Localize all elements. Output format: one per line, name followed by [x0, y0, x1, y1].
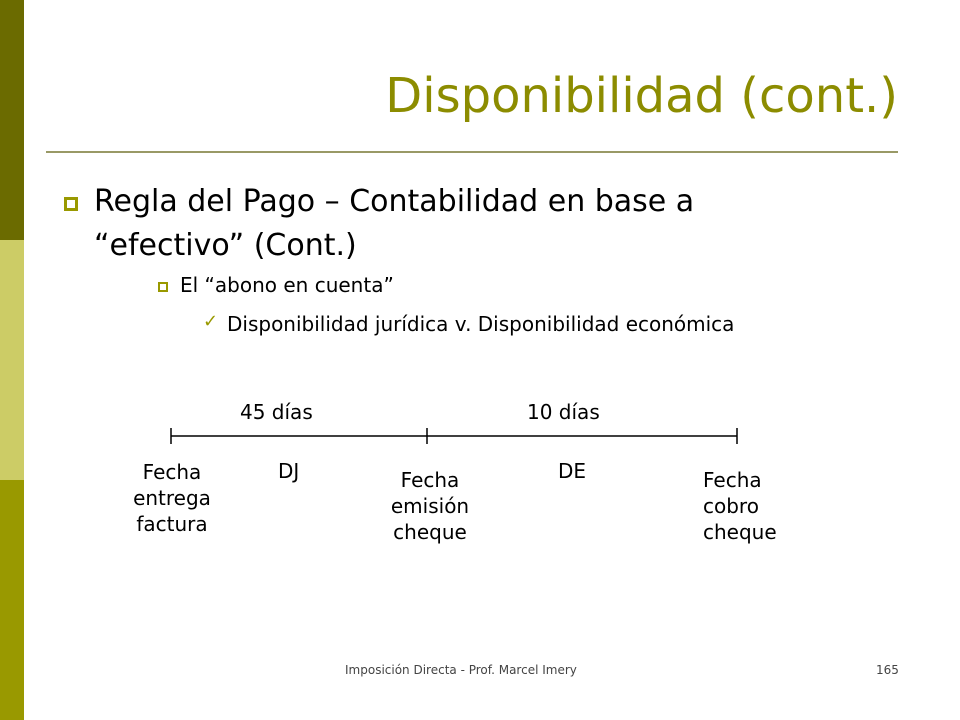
- timeline-point-1-line: Fecha: [142, 460, 202, 484]
- timeline-point-3-line: cobro: [703, 494, 759, 518]
- checkmark-icon: ✓: [203, 311, 219, 332]
- bullet-level1-line1: Regla del Pago – Contabilidad en base a: [94, 184, 695, 219]
- timeline-span-1: 45 días: [240, 400, 313, 424]
- timeline-gap-2: DE: [558, 459, 587, 483]
- timeline-point-1: [124, 459, 220, 537]
- timeline-point-1-line: factura: [136, 512, 208, 536]
- timeline-span-2: 10 días: [527, 400, 600, 424]
- timeline-point-2: [380, 467, 480, 545]
- bullet-level3: Disponibilidad jurídica v. Disponibilidad económica: [227, 312, 735, 336]
- timeline-point-2-line: Fecha: [400, 468, 460, 492]
- footer-text: Imposición Directa - Prof. Marcel Imery: [345, 663, 577, 677]
- bullet-level2: El “abono en cuenta”: [180, 273, 394, 297]
- timeline-point-3-line: cheque: [703, 520, 777, 544]
- timeline-point-3: [703, 467, 793, 545]
- timeline-gap-1: DJ: [278, 459, 300, 483]
- timeline-point-2-line: emisión: [390, 494, 470, 518]
- slide-title: Disponibilidad (cont.): [385, 68, 898, 124]
- timeline-point-2-line: cheque: [393, 520, 467, 544]
- timeline-point-3-line: Fecha: [703, 468, 762, 492]
- bullet-level1-line2: “efectivo” (Cont.): [94, 228, 357, 263]
- page-number: 165: [876, 663, 899, 677]
- timeline-point-1-line: entrega: [133, 486, 211, 510]
